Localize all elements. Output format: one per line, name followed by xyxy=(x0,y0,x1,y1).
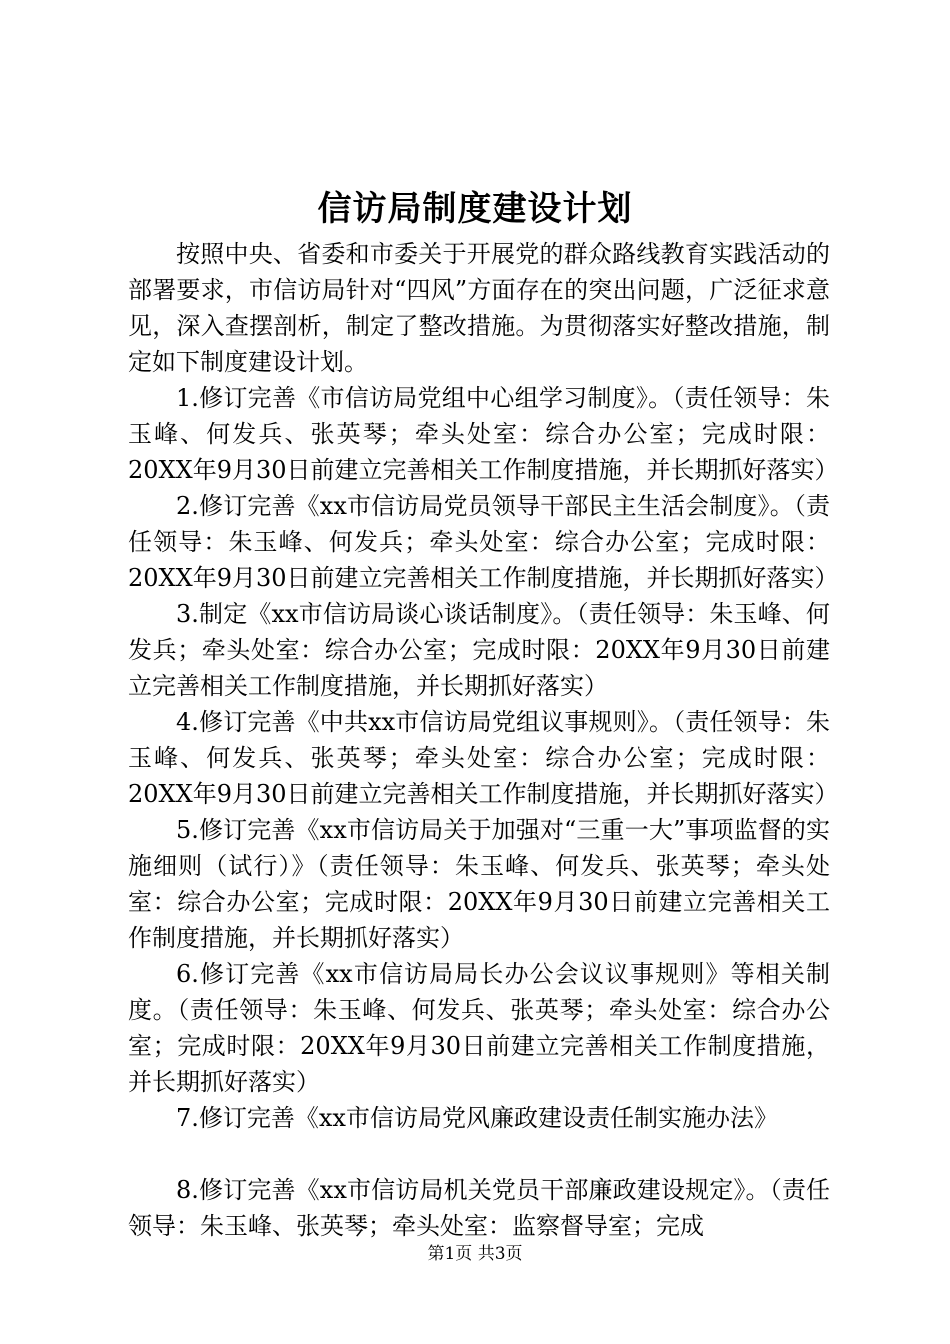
plan-item-4: 4.修订完善《中共xx市信访局党组议事规则》。（责任领导：朱玉峰、何发兵、张英琴；牵头处室：综合办公室；完成时限：20XX年9月30日前建立完善相关工作制度措施，并长期抓好落实） xyxy=(128,708,839,808)
page-footer: 第1页 共3页 xyxy=(427,1244,523,1264)
plan-item-3: 3.制定《xx市信访局谈心谈话制度》。（责任领导：朱玉峰、何发兵；牵头处室：综合办公室；完成时限：20XX年9月30日前建立完善相关工作制度措施，并长期抓好落实） xyxy=(128,600,830,700)
document-title: 信访局制度建设计划 xyxy=(317,189,633,229)
blank-line xyxy=(128,1136,830,1172)
plan-item-5: 5.修订完善《xx市信访局关于加强对“三重一大”事项监督的实施细则（试行）》（责任领导：朱玉峰、何发兵、张英琴；牵头处室：综合办公室；完成时限：20XX年9月30日前建立完善相关工作制度措施，并长期抓好落实） xyxy=(128,816,830,952)
plan-item-8: 8.修订完善《xx市信访局机关党员干部廉政建设规定》。（责任领导：朱玉峰、张英琴；牵头处室：监察督导室；完成 xyxy=(128,1176,830,1240)
intro-paragraph: 按照中央、省委和市委关于开展党的群众路线教育实践活动的部署要求，市信访局针对“四风”方面存在的突出问题，广泛征求意见，深入查摆剖析，制定了整改措施。为贯彻落实好整改措施，制定如下制度建设计划。 xyxy=(128,240,830,376)
plan-item-1: 1.修订完善《市信访局党组中心组学习制度》。（责任领导：朱玉峰、何发兵、张英琴；牵头处室：综合办公室；完成时限：20XX年9月30日前建立完善相关工作制度措施，并长期抓好落实） xyxy=(128,384,839,484)
plan-item-2: 2.修订完善《xx市信访局党员领导干部民主生活会制度》。（责任领导：朱玉峰、何发兵；牵头处室：综合办公室；完成时限：20XX年9月30日前建立完善相关工作制度措施，并长期抓好落实） xyxy=(128,492,839,592)
document-body xyxy=(128,236,839,1244)
plan-item-6: 6.修订完善《xx市信访局局长办公会议议事规则》等相关制度。（责任领导：朱玉峰、何发兵、张英琴；牵头处室：综合办公室；完成时限：20XX年9月30日前建立完善相关工作制度措施，并长期抓好落实） xyxy=(128,960,830,1096)
plan-item-7: 7.修订完善《xx市信访局党风廉政建设责任制实施办法》 xyxy=(176,1104,778,1132)
